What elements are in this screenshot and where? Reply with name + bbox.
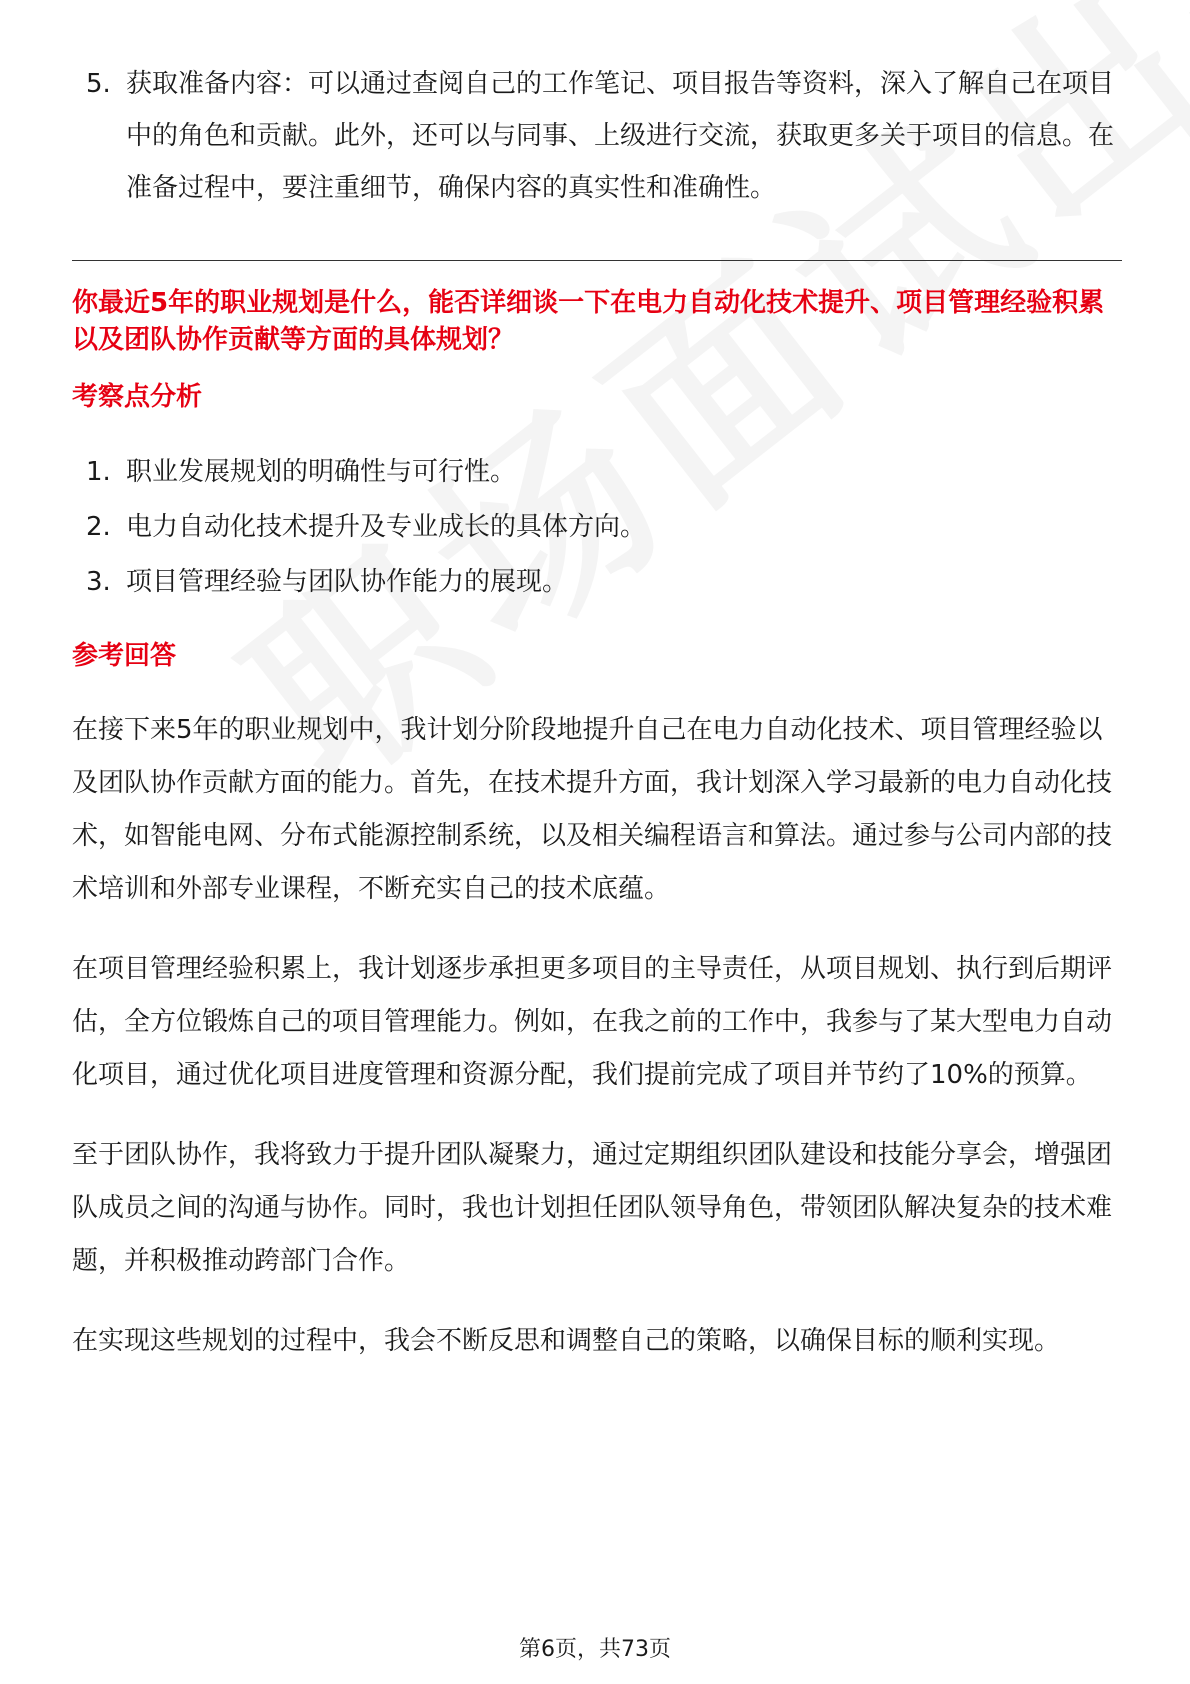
analysis-points [72, 445, 1122, 610]
prep-step-5 [72, 58, 1122, 214]
list-number: 1. [86, 457, 111, 487]
answer-paragraph: 至于团队协作，我将致力于提升团队凝聚力，通过定期组织团队建设和技能分享会，增强团队成员之间的沟通与协作。同时，我也计划担任团队领导角色，带领团队解决复杂的技术难题，并积极推动跨部门合作。 [72, 1140, 1113, 1276]
answer-paragraph: 在实现这些规划的过程中，我会不断反思和调整自己的策略，以确保目标的顺利实现。 [72, 1326, 1061, 1356]
list-item [72, 555, 1122, 610]
list-item-text: 项目管理经验与团队协作能力的展现。 [126, 567, 569, 597]
list-item [72, 500, 1122, 555]
page-content [72, 58, 1122, 1395]
list-number: 2. [86, 512, 111, 542]
analysis-heading: 考察点分析 [72, 382, 203, 412]
list-number: 5. [86, 69, 111, 99]
interview-question: 你最近5年的职业规划是什么，能否详细谈一下在电力自动化技术提升、项目管理经验积累以及团队协作贡献等方面的具体规划？ [72, 288, 1105, 355]
list-item-text: 获取准备内容：可以通过查阅自己的工作笔记、项目报告等资料，深入了解自己在项目中的角色和贡献。此外，还可以与同事、上级进行交流，获取更多关于项目的信息。在准备过程中，要注重细节，确保内容的真实性和准确性。 [126, 69, 1115, 203]
list-item-text: 职业发展规划的明确性与可行性。 [126, 457, 517, 487]
list-item-text: 电力自动化技术提升及专业成长的具体方向。 [126, 512, 647, 542]
list-item [72, 445, 1122, 500]
section-divider [72, 260, 1122, 261]
list-number: 3. [86, 567, 111, 597]
answer-paragraph: 在项目管理经验积累上，我计划逐步承担更多项目的主导责任，从项目规划、执行到后期评估，全方位锻炼自己的项目管理能力。例如，在我之前的工作中，我参与了某大型电力自动化项目，通过优化项目进度管理和资源分配，我们提前完成了项目并节约了10%的预算。 [72, 954, 1113, 1090]
page-number: 第6页，共73页 [519, 1637, 671, 1662]
answer-paragraph: 在接下来5年的职业规划中，我计划分阶段地提升自己在电力自动化技术、项目管理经验以及团队协作贡献方面的能力。首先，在技术提升方面，我计划深入学习最新的电力自动化技术，如智能电网、分布式能源控制系统，以及相关编程语言和算法。通过参与公司内部的技术培训和外部专业课程，不断充实自己的技术底蕴。 [72, 715, 1113, 904]
answer-heading: 参考回答 [72, 641, 177, 671]
